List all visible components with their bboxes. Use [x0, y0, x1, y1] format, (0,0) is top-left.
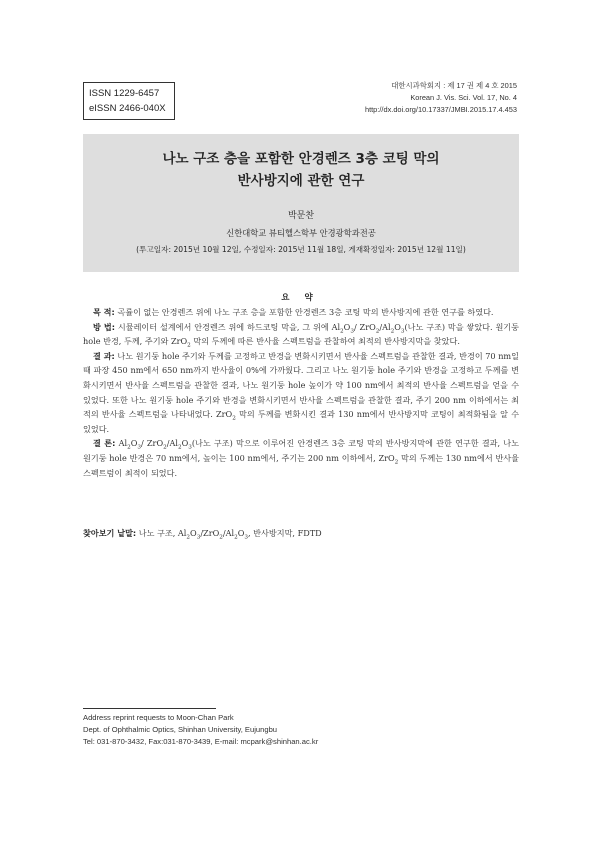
paper-title-line-2: 반사방지에 관한 연구 — [237, 173, 365, 189]
keywords — [83, 527, 519, 540]
abstract-conclusion — [83, 436, 519, 480]
issn-print: ISSN 1229-6457 — [89, 88, 160, 99]
purpose-label: 목 적: — [93, 307, 115, 317]
journal-english-title: Korean J. Vis. Sci. Vol. 17, No. 4 — [410, 93, 517, 102]
author-affiliation: 신한대학교 뷰티헬스학부 안경광학과전공 — [226, 228, 376, 238]
issn-box — [83, 82, 175, 120]
journal-doi-link[interactable]: http://dx.doi.org/10.17337/JMBI.2015.17.4.453 — [364, 105, 517, 114]
journal-info — [365, 80, 517, 116]
author-name: 박문찬 — [287, 211, 315, 221]
purpose-text: 곡률이 없는 안경렌즈 위에 나노 구조 층을 포함한 안경렌즈 3층 코팅 막의 반사방지에 관한 연구를 하였다. — [117, 307, 494, 317]
abstract-body — [83, 305, 519, 480]
footnote-line-1: Address reprint requests to Moon-Chan Park — [83, 713, 234, 722]
conclusion-label: 결 론: — [93, 438, 116, 449]
submission-dates: (투고일자: 2015년 10월 12일, 수정일자: 2015년 11월 18일, 게재확정일자: 2015년 12월 11일) — [136, 245, 466, 254]
abstract-result — [83, 349, 519, 437]
footnote-line-2: Dept. of Ophthalmic Optics, Shinhan University, Eujungbu — [83, 725, 278, 734]
title-panel — [83, 134, 519, 272]
abstract-purpose — [83, 305, 519, 320]
footnote-divider — [83, 708, 216, 709]
keywords-label: 찾아보기 낱말: — [83, 528, 137, 538]
keywords-text: 나노 구조, $Al_2O_3/ZrO_2/Al_2O_3$, 반사방지막, FDTD — [138, 528, 322, 541]
footnote-line-3: Tel: 031-870-3432, Fax:031-870-3439, E-mail: mcpark@shinhan.ac.kr — [83, 737, 319, 746]
method-label: 방 법: — [93, 321, 116, 332]
conclusion-text: $Al_2O_3/$ $ZrO_2/Al_2O_3$(나노 구조) 막으로 이루어진 안경렌즈 3층 코팅 막의 반사방지막에 관한 연구한 결과, 나노 원기둥 hole 반경은 70 nm에서, 높이는 100 nm에서, 주기는 200 nm 이하에서, ZrO$_2$ 막의 두께는 130 nm에서 반사율 스펙트럼이 최적이 되었다. — [83, 438, 519, 478]
paper-title — [83, 148, 519, 192]
issn-online: eISSN 2466-040X — [89, 103, 166, 114]
abstract-heading: 요 약 — [281, 293, 319, 303]
paper-title-line-1: 나노 구조 층을 포함한 안경렌즈 3층 코팅 막의 — [162, 151, 440, 167]
method-text: 시뮬레이터 설계에서 안경렌즈 위에 하드코팅 막을, 그 위에 $Al_2O_3/$ $ZrO_2/Al_2O_3$(나노 구조) 막을 쌓았다. 원기둥 hole 반경, 두께, 주기와 ZrO$_2$ 막의 두께에 따른 반사율 스펙트럼을 관찰하여 최적의 반사방지막을 찾았다. — [83, 321, 519, 349]
abstract-method — [83, 320, 519, 349]
correspondence-footnote — [83, 712, 519, 748]
result-text: 나노 원기둥 hole 주기와 두께를 고정하고 반경을 변화시키면서 반사율 스펙트럼을 관찰한 결과, 반경이 70 nm일 때 파장 450 nm에서 650 nm까지 반사율이 0%에 가까웠다. 그리고 나노 원기둥 hole 주기와 반경을 고정하고 두께를 변화시키면서 반사율 스펙트럼을 관찰한 결과, 나노 원기둥 hole 높이가 약 100 nm에서 최적의 반사율 스펙트럼을 얻을 수 있었다. 또한 나노 원기둥 hole 주기와 반경을 변화시키면서 반사율 스펙트럼을 관찰한 결과, 주기 200 nm 이하에서는 최적의 반사율 스펙트럼을 나타내었다. ZrO$_2$ 막의 두께를 변화시킨 결과 130 nm에서 반사방지막 코팅이 최적화됨을 알 수 있었다. — [83, 350, 519, 434]
result-label: 결 과: — [93, 350, 115, 361]
journal-korean-title: 대한시과학회지 : 제 17 권 제 4 호 2015 — [391, 81, 517, 90]
